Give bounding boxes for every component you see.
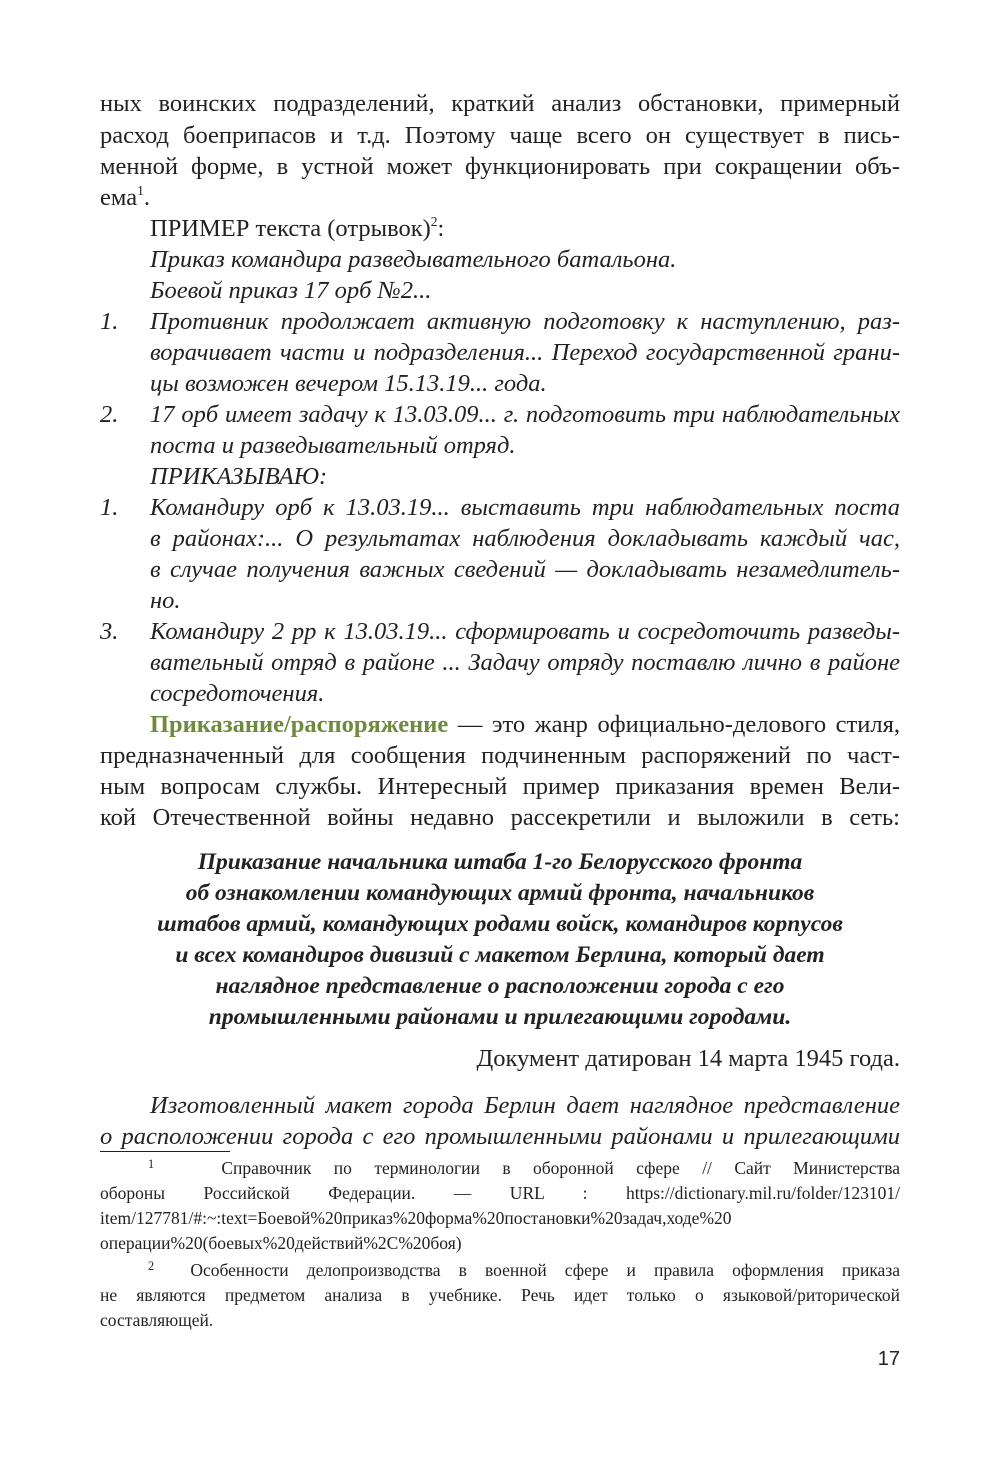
- footnote-text: обороны Российской Федерации. — URL : https://dictionary.mil.ru/folder/123101/: [100, 1183, 900, 1203]
- footnote-mark: 1: [148, 1156, 155, 1171]
- example-title: Приказ командира разведывательного батальона.: [150, 246, 677, 273]
- quote-title-line: и всех командиров дивизий с макетом Берлина, который дает: [175, 942, 825, 968]
- quote-title-line: Приказание начальника штаба 1-го Белорусского фронта: [197, 849, 803, 875]
- body-text-fragment: ема: [100, 184, 138, 211]
- list-item-line: в случае получения важных сведений — докладывать незамедлитель-: [150, 556, 900, 583]
- closing-text-line: Изготовленный макет города Берлин дает наглядное представление: [150, 1092, 900, 1119]
- footnote-text: составляющей.: [100, 1310, 214, 1330]
- footnote-text: Справочник по терминологии в оборонной сфере // Сайт Министерства: [221, 1158, 901, 1178]
- footnote-line: [100, 1283, 900, 1308]
- body-text-line: расход боеприпасов и т.д. Поэтому чаще всего он существует в пись-: [100, 122, 900, 149]
- footnote-text: не являются предметом анализа в учебнике. Речь идет только о языковой/риторической: [100, 1285, 900, 1305]
- footnote-link-text[interactable]: item/127781/#:~:text=Боевой%20приказ%20форма%20постановки%20задач,ходе%20: [100, 1208, 732, 1228]
- quote-title-line: наглядное представление о расположении города с его: [215, 973, 785, 999]
- document-date: Документ датирован 14 марта 1945 года.: [476, 1045, 900, 1072]
- list-item-line: вательный отряд в районе ... Задачу отряду поставлю лично в районе: [150, 649, 900, 676]
- list-item-line: 17 орб имеет задачу к 13.03.09... г. подготовить три наблюдательных: [150, 401, 900, 428]
- body-text-line: ным вопросам службы. Интересный пример приказания времен Вели-: [100, 773, 900, 800]
- footnote-line: [100, 1206, 900, 1231]
- list-item-line: но.: [150, 587, 181, 614]
- list-item-line: Противник продолжает активную подготовку к наступлению, раз-: [150, 308, 900, 335]
- list-item-line: в районах:... О результатах наблюдения докладывать каждый час,: [150, 525, 900, 552]
- list-item-line: Командиру 2 рр к 13.03.19... сформировать и сосредоточить разведы-: [150, 618, 900, 645]
- footnote-line: [100, 1308, 900, 1333]
- body-text-fragment: — это жанр официально-делового стиля,: [448, 711, 900, 738]
- quote-title-line: промышленными районами и прилегающими городами.: [208, 1004, 792, 1030]
- list-number: 1.: [100, 494, 119, 521]
- list-number: 1.: [100, 308, 119, 335]
- body-text-line: ных воинских подразделений, краткий анализ обстановки, примерный: [100, 90, 900, 117]
- body-text-line: предназначенный для сообщения подчиненным распоряжений по част-: [100, 742, 900, 769]
- example-label: [150, 213, 444, 245]
- quote-title-line: об ознакомлении командующих армий фронта, начальников: [185, 880, 815, 906]
- page-number: 17: [877, 1348, 900, 1370]
- quote-title-line: штабов армий, командующих родами войск, командиров корпусов: [157, 911, 843, 937]
- highlighted-term: Приказание/распоряжение: [150, 711, 449, 738]
- list-item-line: ворачивает части и подразделения... Переход государственной грани-: [150, 339, 900, 366]
- footnote-line: [100, 1181, 900, 1206]
- body-text-line: менной форме, в устной может функционировать при сокращении объ-: [100, 153, 900, 180]
- order-heading: ПРИКАЗЫВАЮ:: [150, 463, 328, 490]
- body-text-line: [100, 182, 150, 214]
- list-number: 3.: [100, 618, 119, 645]
- list-item-line: Командиру орб к 13.03.19... выставить три наблюдательных поста: [150, 494, 900, 521]
- footnote-line: [148, 1156, 900, 1181]
- list-item-line: сосредоточения.: [150, 680, 325, 707]
- footnote-line: [100, 1231, 900, 1256]
- footnote-divider: [100, 1151, 230, 1152]
- footnote-line: [148, 1258, 900, 1283]
- punctuation: :: [437, 215, 445, 242]
- example-label-text: ПРИМЕР текста (отрывок): [150, 215, 431, 242]
- footnote-ref: 1: [137, 182, 144, 198]
- list-item-line: поста и разведывательный отряд.: [150, 432, 516, 459]
- punctuation: .: [143, 184, 150, 211]
- list-item-line: цы возможен вечером 15.13.19... года.: [150, 370, 547, 397]
- footnote-text: Особенности делопроизводства в военной сфере и правила оформления приказа: [190, 1260, 901, 1280]
- example-order-number: Боевой приказ 17 орб №2...: [150, 277, 432, 304]
- list-number: 2.: [100, 401, 119, 428]
- footnote-mark: 2: [148, 1258, 155, 1273]
- footnote-link-text[interactable]: операции%20(боевых%20действий%2С%20боя): [100, 1233, 462, 1253]
- closing-text-line: о расположении города с его промышленными районами и прилегающими: [100, 1123, 900, 1150]
- body-text-line: кой Отечественной войны недавно рассекретили и выложили в сеть:: [100, 804, 900, 831]
- footnote-ref: 2: [430, 213, 438, 229]
- body-text-line: [150, 709, 900, 741]
